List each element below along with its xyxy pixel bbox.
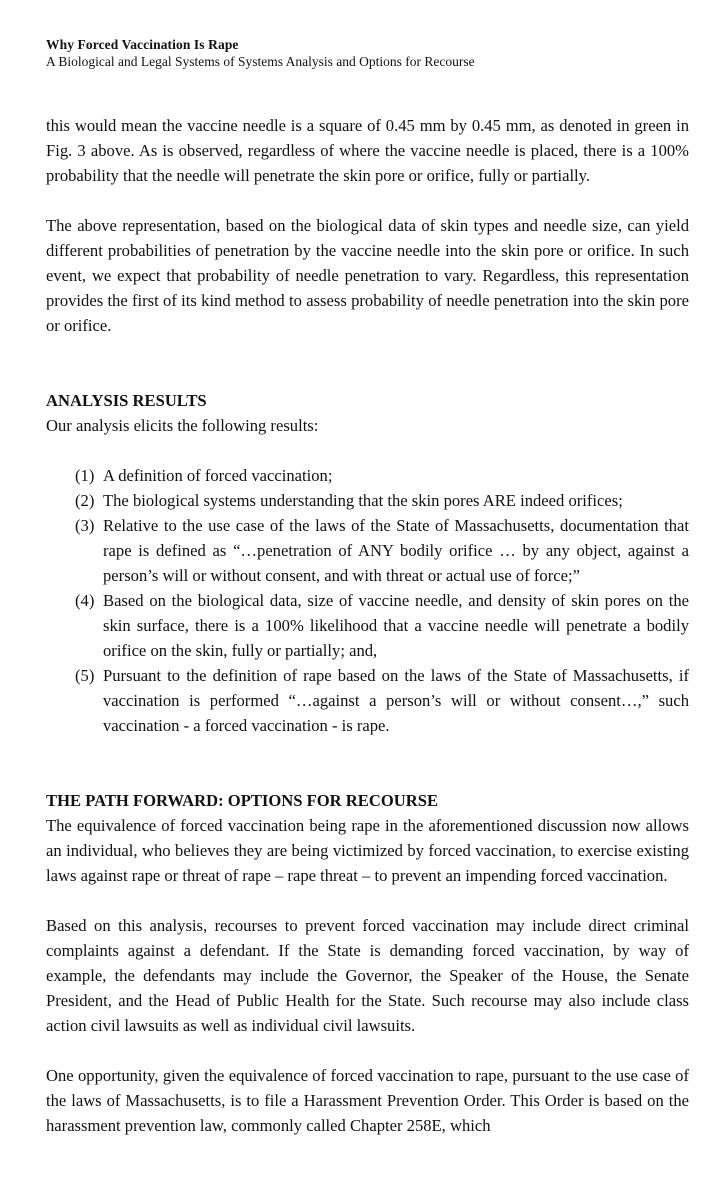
paragraph-needle-square: this would mean the vaccine needle is a square of 0.45 mm by 0.45 mm, as denoted in green in Fig. 3 above. As is observed, regardless of where the vaccine needle is placed, there is a 100% probability that the needle will penetrate the skin pore or orifice, fully or partially.: [46, 116, 689, 185]
list-item: [46, 463, 689, 488]
analysis-intro: Our analysis elicits the following results:: [46, 416, 319, 435]
path-forward-section: [46, 788, 689, 1138]
list-item: [46, 663, 689, 738]
list-item-number: (5): [75, 666, 95, 685]
paragraph-harassment-order: One opportunity, given the equivalence of forced vaccination to rape, pursuant to the use case of the laws of Massachusetts, is to file a Harassment Prevention Order. This Order is based on the harassment prevention law, commonly called Chapter 258E, which: [46, 1066, 689, 1135]
paragraph-recourses: Based on this analysis, recourses to prevent forced vaccination may include direct criminal complaints against a defendant. If the State is demanding forced vaccination, by way of example, the defendants may include the Governor, the Speaker of the House, the Senate President, and the Head of Public Health for the State. Such recourse may also include class action civil lawsuits as well as individual civil lawsuits.: [46, 916, 689, 1035]
path-forward-heading: THE PATH FORWARD: OPTIONS FOR RECOURSE: [46, 791, 439, 810]
paragraph-equivalence: The equivalence of forced vaccination being rape in the aforementioned discussion now allows an individual, who believes they are being victimized by forced vaccination, to exercise existing laws against rape or threat of rape – rape threat – to prevent an impending forced vaccination.: [46, 816, 689, 885]
list-item: [46, 513, 689, 588]
running-header: [46, 37, 689, 70]
results-list: [46, 463, 689, 738]
analysis-results-section: [46, 388, 689, 738]
list-item-text: Relative to the use case of the laws of the State of Massachusetts, documentation that rape is defined as “…penetration of ANY bodily orifice … by any object, against a person’s will or without consent, and with threat or actual use of force;”: [103, 516, 689, 585]
list-item-number: (1): [75, 466, 95, 485]
list-item-text: A definition of forced vaccination;: [103, 466, 333, 485]
list-item: [46, 488, 689, 513]
paragraph-representation: The above representation, based on the biological data of skin types and needle size, can yield different probabilities of penetration by the vaccine needle into the skin pore or orifice. In such event, we expect that probability of needle penetration to vary. Regardless, this representation provides the first of its kind method to assess probability of needle penetration into the skin pore or orifice.: [46, 216, 689, 335]
list-item-text: Pursuant to the definition of rape based on the laws of the State of Massachusetts, if vaccination is performed “…against a person’s will or without consent…,” such vaccination - a forced vaccination - is rape.: [103, 666, 689, 735]
list-item-number: (3): [75, 516, 95, 535]
list-item: [46, 588, 689, 663]
list-item-text: The biological systems understanding that the skin pores ARE indeed orifices;: [103, 491, 623, 510]
list-item-text: Based on the biological data, size of vaccine needle, and density of skin pores on the skin surface, there is a 100% likelihood that a vaccine needle will penetrate a bodily orifice on the skin, fully or partially; and,: [103, 591, 689, 660]
list-item-number: (4): [75, 591, 95, 610]
document-subtitle: A Biological and Legal Systems of Systems Analysis and Options for Recourse: [46, 54, 475, 69]
list-item-number: (2): [75, 491, 95, 510]
analysis-results-heading: ANALYSIS RESULTS: [46, 391, 207, 410]
document-title: Why Forced Vaccination Is Rape: [46, 37, 239, 52]
